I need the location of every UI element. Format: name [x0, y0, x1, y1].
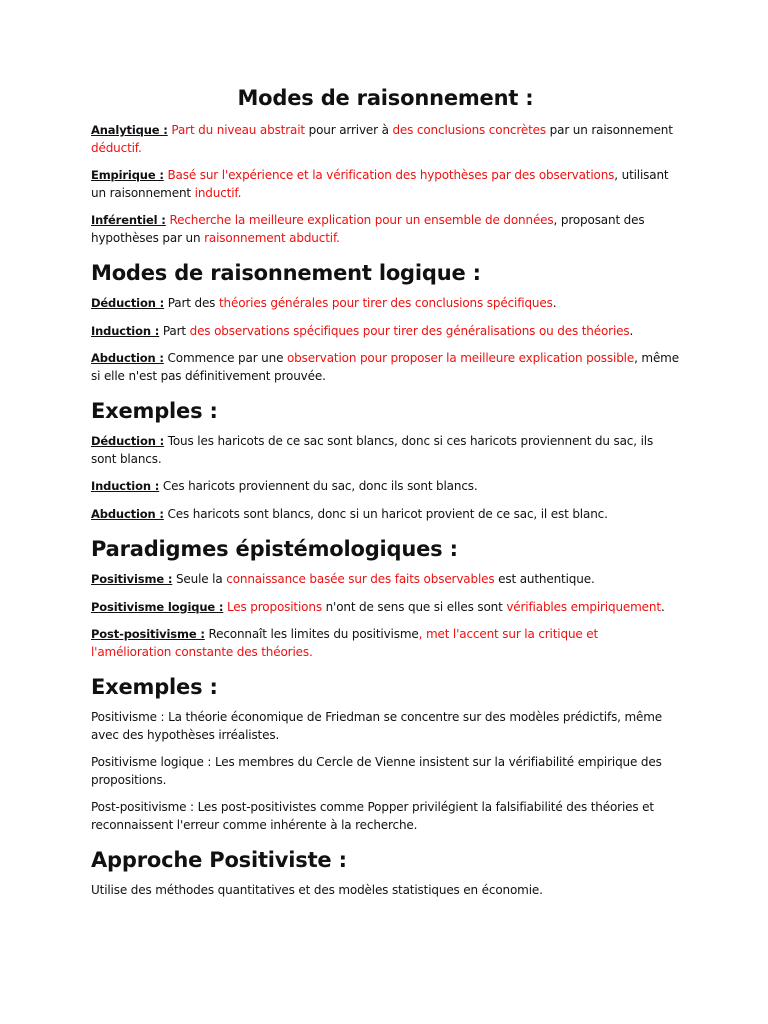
- highlighted-text: des observations spécifiques pour tirer des généralisations ou des théories: [189, 323, 630, 338]
- text-run: Part: [159, 323, 190, 338]
- example-paragraph: Positivisme logique : Les membres du Cercle de Vienne insistent sur la vérifiabilité empirique des propositions.: [91, 755, 662, 787]
- text-run: .: [660, 599, 665, 614]
- definition-paragraph: [91, 571, 680, 589]
- term-label: Empirique :: [91, 168, 164, 182]
- text-run: , proposant des hypothèses par un: [91, 213, 645, 245]
- definition-paragraph: [91, 167, 680, 202]
- highlighted-text: Recherche la meilleure explication pour un ensemble de données: [169, 213, 554, 227]
- highlighted-text: déductif.: [91, 140, 142, 155]
- term-label: Analytique :: [91, 123, 168, 137]
- highlighted-text: des conclusions concrètes: [392, 123, 546, 137]
- text-run: Seule la: [172, 572, 227, 586]
- definition-paragraph: [91, 350, 680, 385]
- examples-list-1: [91, 433, 680, 523]
- highlighted-text: Part du niveau abstrait: [171, 123, 305, 137]
- page-title: Modes de raisonnement :: [237, 86, 534, 110]
- text-run: par un raisonnement: [546, 123, 673, 137]
- text-run: .: [552, 296, 557, 310]
- example-paragraph: Positivisme : La théorie économique de Friedman se concentre sur des modèles prédictifs, même avec des hypothèses irréalistes.: [91, 710, 663, 742]
- text-run: Part des: [164, 296, 219, 310]
- highlighted-text: observation pour proposer la meilleure explication possible: [286, 351, 635, 365]
- text-run: .: [629, 323, 634, 338]
- highlighted-text: raisonnement abductif.: [204, 230, 340, 245]
- term-label: Abduction :: [91, 506, 164, 521]
- text-run: pour arriver à: [304, 123, 393, 137]
- term-label: Abduction :: [91, 351, 164, 365]
- term-label: Déduction :: [91, 434, 165, 448]
- definition-paragraph: [91, 626, 680, 661]
- text-run: , même si elle n'est pas définitivement prouvée.: [91, 351, 679, 383]
- text-run: Ces haricots sont blancs, donc si un haricot provient de ce sac, il est blanc.: [163, 506, 608, 521]
- text-run: Tous les haricots de ce sac sont blancs, donc si ces haricots proviennent du sac, ils sont blancs.: [91, 434, 654, 466]
- definition-paragraph: [91, 323, 680, 341]
- term-label: Positivisme :: [91, 572, 173, 586]
- logic-list: [91, 295, 680, 385]
- paradigms-heading: Paradigmes épistémologiques :: [91, 537, 458, 561]
- example-paragraph: Post-positivisme : Les post-positivistes comme Popper privilégient la falsifiabilité des théories et reconnaissent l'erreur comme inhérente à la recherche.: [91, 800, 654, 832]
- highlighted-text: vérifiables empiriquement: [506, 599, 661, 614]
- text-run: est authentique.: [494, 572, 595, 586]
- highlighted-text: théories générales pour tirer des conclusions spécifiques: [218, 296, 553, 310]
- definition-paragraph: [91, 295, 680, 313]
- modes-list: [91, 122, 680, 247]
- term-label: Post-positivisme :: [91, 627, 205, 641]
- definition-paragraph: [91, 478, 680, 496]
- text-run: , utilisant un raisonnement: [91, 168, 669, 200]
- text-run: Commence par une: [163, 351, 287, 365]
- term-label: Inférentiel :: [91, 213, 166, 227]
- approach-heading: Approche Positiviste :: [91, 848, 347, 872]
- text-run: Reconnaît les limites du positivisme: [204, 627, 419, 641]
- paradigms-list: [91, 571, 680, 661]
- definition-paragraph: [91, 506, 680, 524]
- highlighted-text: inductif.: [194, 185, 242, 200]
- highlighted-text: connaissance basée sur des faits observables: [226, 572, 495, 586]
- term-label: Induction :: [91, 323, 160, 338]
- highlighted-text: Basé sur l'expérience et la vérification des hypothèses par des observations: [167, 168, 615, 182]
- definition-paragraph: [91, 599, 680, 617]
- highlighted-text: Les propositions: [226, 599, 322, 614]
- approach-paragraph: Utilise des méthodes quantitatives et des modèles statistiques en économie.: [91, 883, 543, 897]
- definition-paragraph: [91, 433, 680, 468]
- text-run: n'ont de sens que si elles sont: [321, 599, 507, 614]
- logic-heading: Modes de raisonnement logique :: [91, 261, 481, 285]
- examples-list-2: [91, 709, 680, 834]
- examples-heading-1: Exemples :: [91, 399, 218, 423]
- term-label: Déduction :: [91, 296, 165, 310]
- text-run: Ces haricots proviennent du sac, donc ils sont blancs.: [159, 479, 478, 493]
- definition-paragraph: [91, 122, 680, 157]
- examples-heading-2: Exemples :: [91, 675, 218, 699]
- definition-paragraph: [91, 212, 680, 247]
- term-label: Induction :: [91, 479, 160, 493]
- highlighted-text: , met l'accent sur la critique et l'amélioration constante des théories.: [91, 627, 599, 659]
- term-label: Positivisme logique :: [91, 599, 224, 614]
